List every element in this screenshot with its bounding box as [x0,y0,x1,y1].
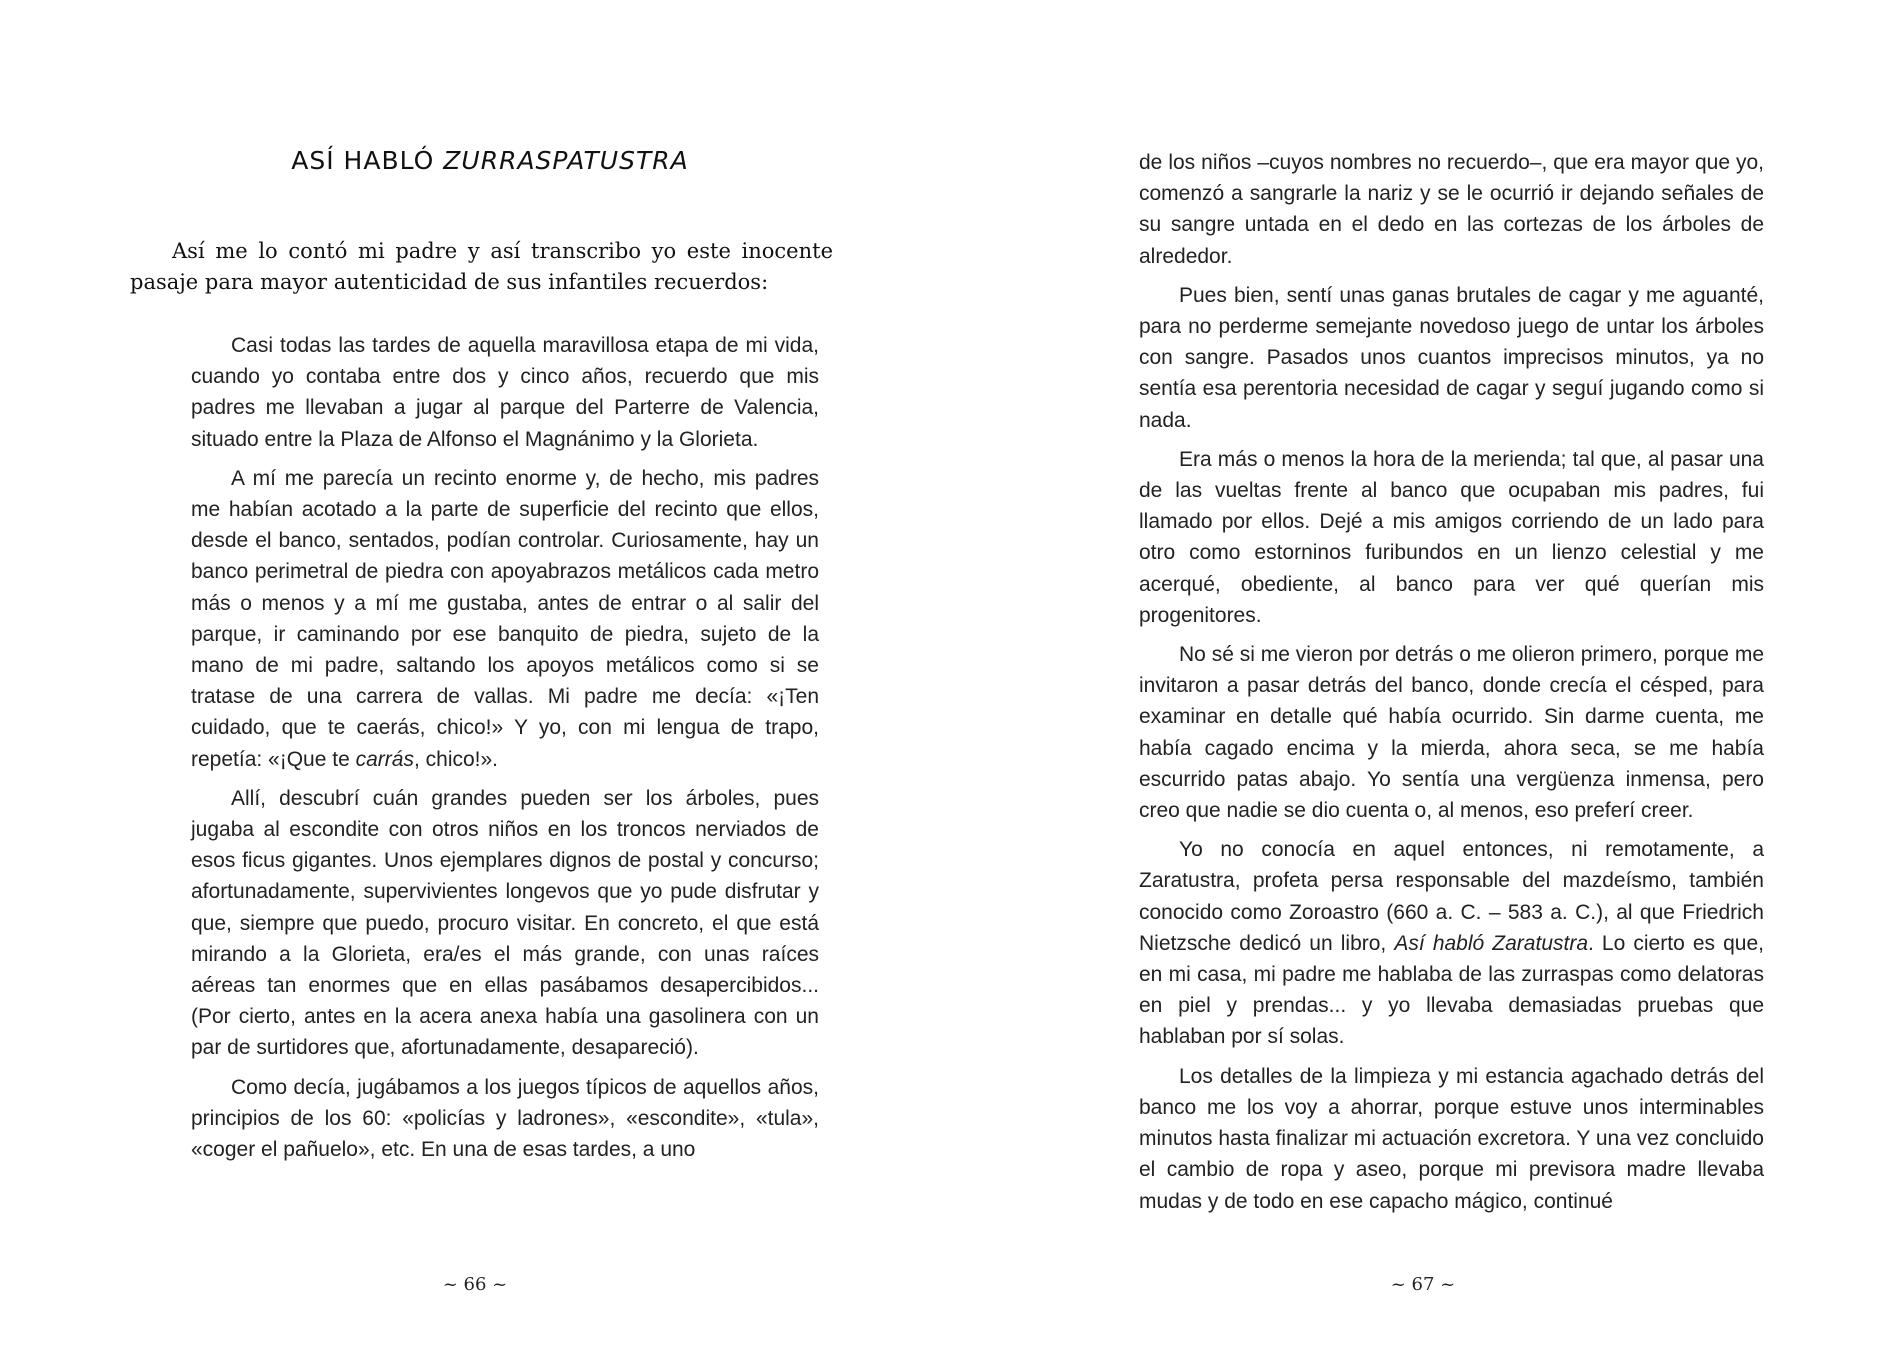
paragraph: de los niños –cuyos nombres no recuerdo–, que era mayor que yo, comenzó a sangrarle la nariz y se le ocurrió ir dejando señales de su sangre untada en el dedo en las cortezas de los árboles de alrededor. [1139,151,1764,268]
chapter-title [130,146,850,175]
page-number: ~ 66 ~ [442,1274,508,1295]
paragraph: No sé si me vieron por detrás o me olieron primero, porque me invitaron a pasar detrás del banco, donde crecía el césped, para examinar en detalle qué había ocurrido. Sin darme cuenta, me había cagado encima y la mierda, ahora seca, se me había escurrido patas abajo. Yo sentía una vergüenza inmensa, pero creo que nadie se dio cuenta o, al menos, eso preferí creer. [1139,643,1764,823]
paragraph: Como decía, jugábamos a los juegos típicos de aquellos años, principios de los 60: «policías y ladrones», «escondite», «tula», «coger el pañuelo», etc. En una de esas tardes, a uno [191,1075,819,1162]
paragraph: Era más o menos la hora de la merienda; tal que, al pasar una de las vueltas frente al banco que ocupaban mis padres, fui llamado por ellos. Dejé a mis amigos corriendo de un lado para otro como estorninos furibundos en un lienzo celestial y me acerqué, obediente, al banco para ver qué querían mis progenitores. [1139,447,1764,627]
paragraph [191,463,819,775]
paragraph: Pues bien, sentí unas ganas brutales de cagar y me aguanté, para no perderme semejante novedoso juego de untar los árboles con sangre. Pasados unos cuantos imprecisos minutos, ya no sentía esa perentoria necesidad de cagar y seguí jugando como si nada. [1139,283,1764,432]
paragraph-text: A mí me parecía un recinto enorme y, de hecho, mis padres me habían acotado a la parte de superficie del recinto que ellos, desde el banco, sentados, podían controlar. Curiosamente, hay un banco perimetral de piedra con apoyabrazos metálicos cada metro más o menos y a mí me gustaba, antes de entrar o al salir del parque, ir caminando por ese banquito de piedra, sujeto de la mano de mi padre, saltando los apoyos metálicos como si se tratase de una carrera de vallas. Mi padre me decía: «¡Ten cuidado, que te caerás, chico!» Y yo, con mi lengua de trapo, repetía: «¡Que te [191,466,819,771]
chapter-title-italic: ZURRASPATUSTRA [443,146,689,175]
paragraph-italic: Así habló Zaratustra [1394,931,1588,955]
paragraph-text-end: , chico!». [413,747,499,771]
paragraph: Los detalles de la limpieza y mi estancia agachado detrás del banco me los voy a ahorrar, porque estuve unos interminables minutos hasta finalizar mi actuación excretora. Y una vez concluido el cambio de ropa y aseo, porque mi previsora madre llevaba mudas y de todo en ese capacho mágico, continué [1139,1064,1764,1213]
paragraph-text-end: . Lo cierto es que, en mi casa, mi padre me hablaba de las zurraspas como delatoras en piel y prendas... y yo llevaba demasiadas pruebas que hablaban por sí solas. [1139,931,1764,1049]
paragraph: Allí, descubrí cuán grandes pueden ser los árboles, pues jugaba al escondite con otros niños en los troncos nerviados de esos ficus gigantes. Unos ejemplares dignos de postal y concurso; afortunadamente, supervivientes longevos que yo pude disfrutar y que, siempre que puedo, procuro visitar. En concreto, el que está mirando a la Glorieta, era/es el más grande, con unas raíces aéreas tan enormes que en ellas pasábamos desapercibidos... (Por cierto, antes en la acera anexa había una gasolinera con un par de surtidores que, afortunadamente, desapareció). [191,786,819,1060]
right-page [945,0,1890,1358]
paragraph: Casi todas las tardes de aquella maravillosa etapa de mi vida, cuando yo contaba entre dos y cinco años, recuerdo que mis padres me llevaban a jugar al parque del Parterre de Valencia, situado entre la Plaza de Alfonso el Magnánimo y la Glorieta. [191,334,819,451]
left-body-text [191,330,819,1173]
intro-paragraph: Así me lo contó mi padre y así transcribo yo este inocente pasaje para mayor autenticidad de sus infantiles recuerdos: [130,239,833,294]
right-body-text [1139,147,1764,1225]
paragraph-italic: carrás [355,747,414,771]
page-number: ~ 67 ~ [1390,1274,1456,1295]
chapter-title-plain: ASÍ HABLÓ [291,146,444,175]
paragraph-text: Yo no conocía en aquel entonces, ni remotamente, a Zaratustra, profeta persa responsable del mazdeísmo, también conocido como Zoroastro (660 a. C. – 583 a. C.), al que Friedrich Nietzsche dedicó un libro, [1139,838,1764,955]
paragraph [1139,834,1764,1052]
